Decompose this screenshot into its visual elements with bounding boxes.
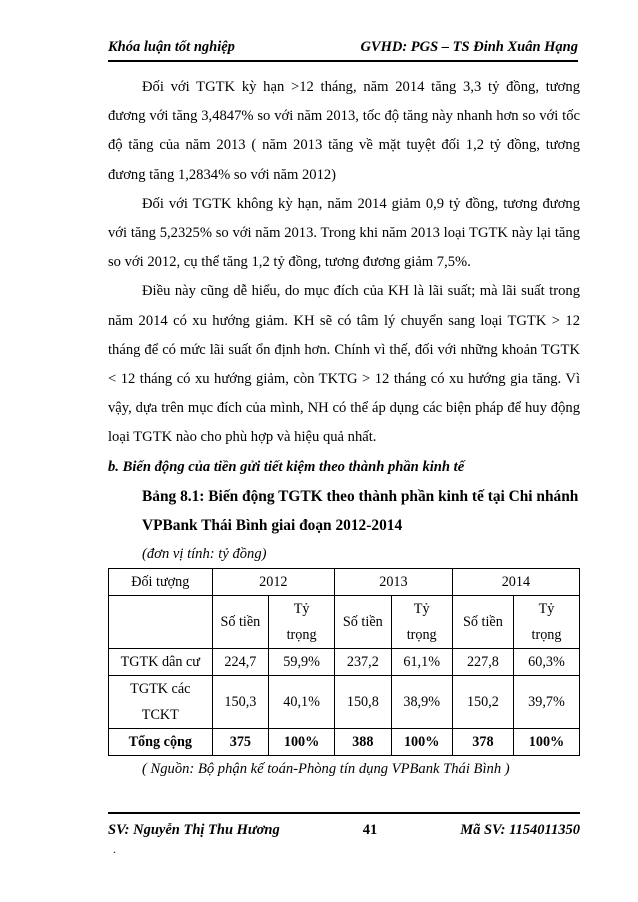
header-amount: Số tiền (452, 595, 513, 648)
table-row (109, 675, 580, 728)
stray-mark: . (113, 842, 116, 856)
table-cell: 61,1% (391, 648, 452, 675)
header-share: Tỷ trọng (391, 595, 452, 648)
table-row (109, 648, 580, 675)
table-source: ( Nguồn: Bộ phận kế toán-Phòng tín dụng VPBank Thái Bình ) (142, 760, 510, 777)
table-cell: 59,9% (269, 648, 335, 675)
table-cell: 100% (391, 728, 452, 755)
page-header (108, 30, 578, 62)
table-cell: 237,2 (335, 648, 392, 675)
table-cell: 60,3% (514, 648, 580, 675)
row-label: TGTK dân cư (109, 648, 213, 675)
header-year-2012: 2012 (212, 568, 334, 595)
table-caption-line1: Bảng 8.1: Biến động TGTK theo thành phần kinh tế tại Chi nhánh (142, 487, 579, 505)
unit-note: (đơn vị tính: tỷ đồng) (142, 545, 267, 562)
header-year-2014: 2014 (452, 568, 579, 595)
table-cell: 40,1% (269, 675, 335, 728)
page-number: 41 (362, 821, 378, 838)
data-table (108, 568, 580, 756)
total-label: Tổng cộng (109, 728, 213, 755)
page-footer (108, 812, 580, 842)
row-label: TGTK các TCKT (109, 675, 213, 728)
footer-student-id: Mã SV: 1154011350 (460, 821, 580, 838)
table-cell: 150,8 (335, 675, 392, 728)
table-caption-line2: VPBank Thái Bình giai đoạn 2012-2014 (142, 516, 403, 534)
table-cell: 150,2 (452, 675, 513, 728)
table-cell: 388 (335, 728, 392, 755)
table-cell: 39,7% (514, 675, 580, 728)
section-subheading: b. Biến động của tiền gửi tiết kiệm theo thành phần kinh tế (108, 458, 465, 475)
header-advisor: GVHD: PGS – TS Đinh Xuân Hạng (360, 39, 578, 55)
paragraph: Điều này cũng dễ hiểu, do mục đích của KH là lãi suất; mà lãi suất trong năm 2014 có xu hướng giảm. KH sẽ có tâm lý chuyển sang loại TGTK > 12 tháng để có mức lãi suất ổn định hơn. Chính vì thế, đối với những khoản TGTK < 12 tháng có xu hướng giảm, còn TKTG > 12 tháng có xu hướng gia tăng. Vì vậy, dựa trên mục đích của mình, NH có thể áp dụng các biện pháp để huy động loại TGTK nào cho phù hợp và hiệu quả nhất. (108, 283, 580, 446)
table-subheader-row (109, 595, 580, 648)
table-cell: 38,9% (391, 675, 452, 728)
empty-cell (109, 595, 213, 648)
footer-student-name: SV: Nguyễn Thị Thu Hương (108, 821, 280, 838)
header-amount: Số tiền (212, 595, 269, 648)
table-cell: 100% (514, 728, 580, 755)
table-cell: 224,7 (212, 648, 269, 675)
table-cell: 150,3 (212, 675, 269, 728)
table-cell: 375 (212, 728, 269, 755)
header-thesis-title: Khóa luận tốt nghiệp (108, 39, 235, 55)
table-header-row (109, 568, 580, 595)
page-body (108, 73, 580, 782)
header-share: Tỷ trọng (269, 595, 335, 648)
table-cell: 100% (269, 728, 335, 755)
table-total-row (109, 728, 580, 755)
header-share: Tỷ trọng (514, 595, 580, 648)
header-year-2013: 2013 (335, 568, 453, 595)
header-amount: Số tiền (335, 595, 392, 648)
paragraph: Đối với TGTK không kỳ hạn, năm 2014 giảm 0,9 tỷ đồng, tương đương với tăng 5,2325% so với năm 2013. Trong khi năm 2013 loại TGTK này lại tăng so với 2012, cụ thể tăng 1,2 tỷ đồng, tương đương giảm 7,5%. (108, 195, 580, 271)
paragraph: Đối với TGTK kỳ hạn >12 tháng, năm 2014 tăng 3,3 tỷ đồng, tương đương với tăng 3,4847% so với năm 2013, tốc độ tăng này nhanh hơn so với tốc độ tăng của năm 2013 ( năm 2013 tăng về mặt tuyệt đối 1,2 tỷ đồng, tương đương tăng 1,2834% so với năm 2012) (108, 79, 580, 183)
header-subject: Đối tượng (109, 568, 213, 595)
table-cell: 378 (452, 728, 513, 755)
table-cell: 227,8 (452, 648, 513, 675)
